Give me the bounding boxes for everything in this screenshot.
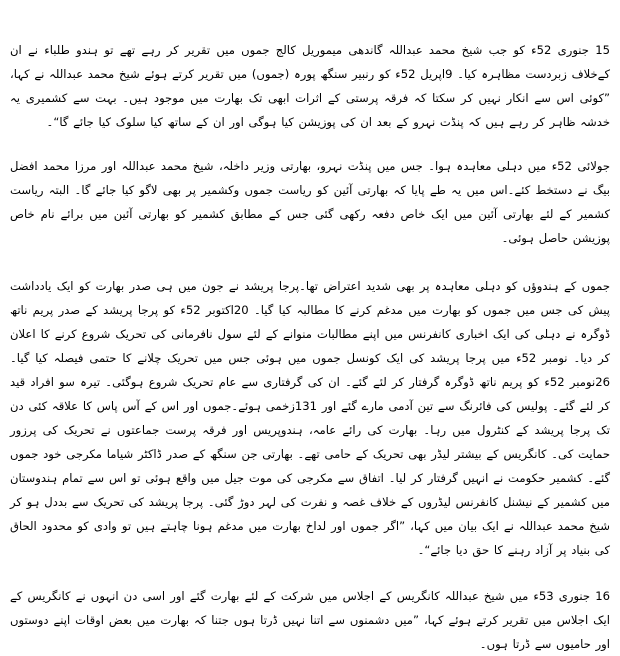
paragraph-praja-parishad-movement: جموں کے ہندوؤں کو دہلی معاہدہ پر بھی شدید اعتراض تھا۔پرجا پریشد نے جون میں ہی صدر بھارت کو ایک یادداشت پیش کی جس میں جموں کو بھارت میں مدغم کرنے کا مطالبہ کیا گیا۔ 20اکتوبر 52ء کو پرجا پریشد کے صدر پریم ناتھ ڈوگرہ نے دہلی کی ایک اخباری کانفرنس میں اپنے مطالبات منوانے کے لئے سول نافرمانی کی تحریک شروع کرنے کا اعلان کر دیا۔ نومبر 52ء میں پرجا پریشد کی ایک کونسل جموں میں ہوئی جس میں تحریک چلانے کا حتمی فیصلہ کیا گیا۔ 26نومبر 52ء کو پریم ناتھ ڈوگرہ گرفتار کر لئے گئے۔ ان کی گرفتاری سے عام تحریک شروع ہوگئی۔ تیرہ سو افراد قید کر لئے گئے۔ پولیس کی فائرنگ سے تین آدمی مارے گئے اور 131زخمی ہوئے۔جموں اور اس کے آس پاس کا علاقہ کئی دن تک پرجا پریشد کے کنٹرول میں رہا۔ بھارت کی رائے عامہ، ہندوپریس اور فرقہ پرست جماعتوں نے تحریک کی پرزور حمایت کی۔ کانگریس کے بیشتر لیڈر بھی تحریک کے حامی تھے۔ بھارتی جن سنگھ کے صدر ڈاکٹر شیاما مکرجی خود جموں گئے۔ کشمیر حکومت نے انہیں گرفتار کر لیا۔ اتفاق سے مکرجی کی موت جیل میں واقع ہوئی تو اس سے تمام ہندوستان میں کشمیر کے نیشنل کانفرنس لیڈروں کے خلاف غصہ و نفرت کی لہر دوڑ گئی۔ پرجا پریشد کی تحریک سے بددل ہو کر شیخ محمد عبداللہ نے ایک بیان میں کہا، ”اگر جموں اور لداخ بھارت میں مدغم ہونا چاہتے ہیں تو وادی کو محدود الحاق کی بنیاد پر آزاد رہنے کا حق دیا جائے“۔: [10, 279, 610, 557]
paragraph-delhi-agreement: جولائی 52ء میں دہلی معاہدہ ہوا۔ جس میں پنڈت نہرو، بھارتی وزیر داخلہ، شیخ محمد عبداللہ اور مرزا محمد افضل بیگ نے دستخط کئے۔اس میں یہ طے پایا کہ بھارتی آئین کو ریاست جموں وکشمیر پر بھی لاگو کیا جائے گا۔ البتہ ریاست کشمیر کے لئے بھارتی آئین میں ایک خاص دفعہ رکھی گئی جس کے مطابق کشمیر کو بھارتی آئین میں برائے نام خاص پوزیشن حاصل ہوئی۔: [10, 159, 610, 245]
paragraph-congress-session-speech: 16 جنوری 53ء میں شیخ عبداللہ کانگریس کے اجلاس میں شرکت کے لئے بھارت گئے اور اسی دن انہوں نے کانگریس کے ایک اجلاس میں تقریر کرتے ہوئے کہا، ”میں دشمنوں سے اتنا نہیں ڈرتا ہوں جتنا کہ بھارت میں بعض اوقات اپنے دوستوں اور حامیوں سے ڈرتا ہوں۔: [10, 589, 610, 651]
paragraph-protest-speech: 15 جنوری 52ء کو جب شیخ محمد عبداللہ گاندھی میموریل کالج جموں میں تقریر کر رہے تھے تو ہندو طلباء نے ان کےخلاف زبردست مظاہرہ کیا۔ 9اپریل 52ء کو رنبیر سنگھ پورہ (جموں) میں تقریر کرتے ہوئے شیخ محمد عبداللہ نے کہا، ”کوئی اس سے انکار نہیں کر سکتا کہ فرقہ پرستی کے اثرات ابھی تک بھارت میں موجود ہیں۔ بہت سے کشمیری یہ خدشہ ظاہر کر رہے ہیں کہ پنڈت نہرو کے بعد ان کی پوزیشن کیا ہوگی اور ان کے ساتھ کیا سلوک کیا جائے گا“۔: [10, 43, 610, 129]
document-page: [10, 38, 610, 656]
